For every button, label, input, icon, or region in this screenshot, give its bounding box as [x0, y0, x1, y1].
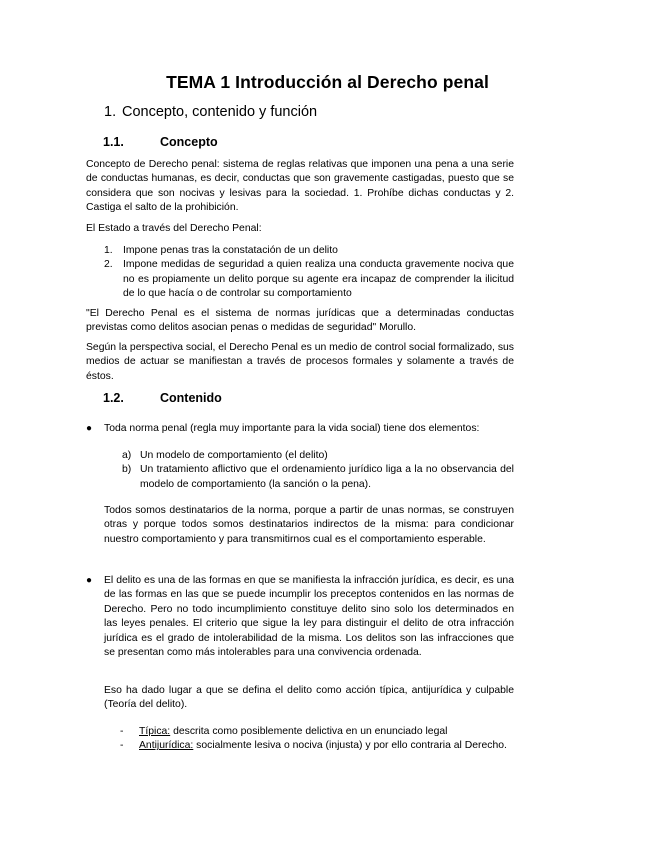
elementos-list: [122, 449, 514, 492]
bullet-icon: ●: [86, 575, 93, 586]
list-item: [122, 463, 514, 492]
bullet-text: Toda norma penal (regla muy importante para la vida social) tiene dos elementos:: [104, 423, 480, 434]
list-marker: b): [122, 464, 132, 476]
list-item-text: Impone penas tras la constatación de un delito: [123, 245, 338, 256]
subsection-label: Concepto: [160, 135, 218, 149]
list-item: [104, 244, 514, 258]
paragraph-quote: "El Derecho Penal es el sistema de normas jurídicas que a determinadas conductas previstas como delitos asocian penas o medidas de seguridad" Morullo.: [86, 308, 514, 334]
list-item-text: Un modelo de comportamiento (el delito): [140, 450, 328, 461]
list-marker: a): [122, 450, 132, 461]
bullet-icon: ●: [86, 423, 93, 434]
paragraph-estado: El Estado a través del Derecho Penal:: [86, 223, 262, 234]
dash-marker: -: [120, 740, 124, 752]
paragraph-destinatarios: Todos somos destinatarios de la norma, porque a partir de unas normas, se construyen otras y porque todos somos destinatarios indirectos de la misma: para condicionar nuestro comportamiento y para transmitirnos cual es el comportamiento esperable.: [104, 505, 514, 545]
section-number: 1.: [104, 104, 117, 120]
page-title: TEMA 1 Introducción al Derecho penal: [166, 72, 489, 92]
paragraph-teoria: Eso ha dado lugar a que se defina el delito como acción típica, antijurídica y culpable (Teoría del delito).: [104, 685, 514, 711]
estado-list: [104, 244, 514, 302]
paragraph-concepto: Concepto de Derecho penal: sistema de reglas relativas que imponen una pena a una serie de conductas humanas, es decir, conductas que son gravemente castigadas, puesto que se considera que son nocivas y lesivas para la sociedad. 1. Prohíbe dichas conductas y 2. Castiga el salto de la prohibición.: [86, 159, 514, 214]
term-definition: socialmente lesiva o nociva (injusta) y por ello contraria al Derecho.: [193, 740, 507, 752]
term-label: Antijurídica:: [139, 740, 194, 752]
section-label: Concepto, contenido y función: [122, 104, 318, 120]
list-item-text: Impone medidas de seguridad a quien realiza una conducta gravemente nociva que no es propiamente un delito porque su agente era incapaz de comprender la ilicitud de lo que hacía o de controlar su comportamiento: [123, 259, 514, 300]
subsection-number: 1.2.: [103, 391, 124, 405]
list-marker: 1.: [104, 245, 113, 256]
section-heading-1: [104, 104, 317, 120]
subsection-label: Contenido: [160, 391, 222, 405]
dash-marker: -: [120, 726, 124, 737]
term-label: Típica:: [139, 726, 171, 737]
bullet-text: El delito es una de las formas en que se manifiesta la infracción jurídica, es decir, es una de las formas en las que se puede incumplir los preceptos contenidos en las normas de Derecho. Pero no todo incumplimiento constituye delito sino solo los determinados en las leyes penales. El criterio que sigue la ley para distinguir el delito de otra infracción jurídica es el grado de intolerabilidad de la misma. Los delitos son las infracciones que se presentan como más intolerables para una convivencia ordenada.: [104, 575, 514, 659]
term-definition: descrita como posiblemente delictiva en un enunciado legal: [170, 726, 448, 737]
subsection-number: 1.1.: [103, 135, 124, 149]
list-item: [122, 449, 514, 463]
list-item: [120, 725, 514, 739]
list-marker: 2.: [104, 259, 113, 271]
teoria-list: [120, 725, 514, 754]
list-item: [120, 739, 514, 753]
list-item: [104, 258, 514, 301]
paragraph-perspectiva: Según la perspectiva social, el Derecho Penal es un medio de control social formalizado, sus medios de actuar se manifiestan a través de procesos formales y solamente a través de éstos.: [86, 342, 514, 382]
list-item-text: Un tratamiento aflictivo que el ordenamiento jurídico liga a la no observancia del modelo de comportamiento (la sanción o la pena).: [140, 464, 514, 490]
